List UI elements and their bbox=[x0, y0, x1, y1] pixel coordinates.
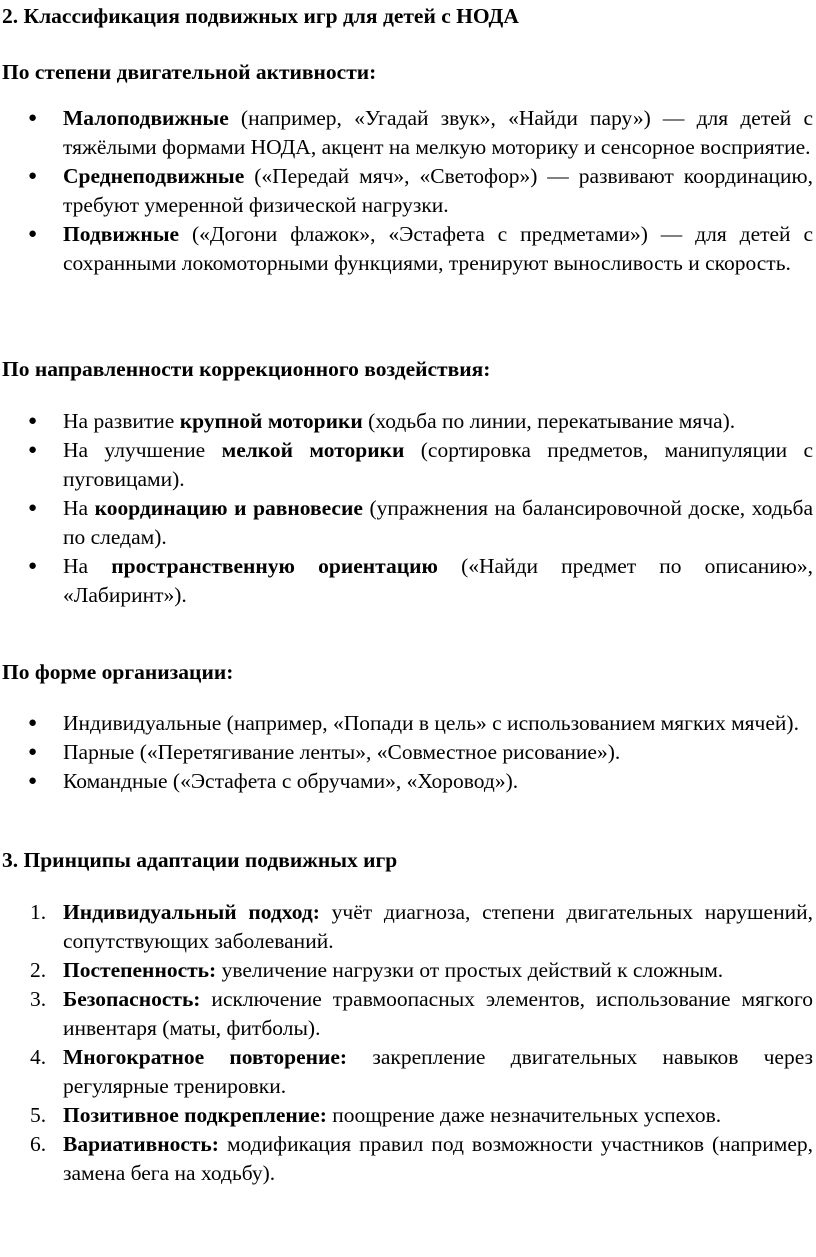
organization-heading: По форме организации: bbox=[2, 660, 234, 684]
item-text: Командные («Эстафета с обручами», «Хоровод»). bbox=[63, 769, 519, 793]
item-number: 6. bbox=[30, 1132, 47, 1156]
organization-list bbox=[0, 709, 813, 796]
item-number: 5. bbox=[30, 1103, 47, 1127]
item-text: (например, «Угадай звук», «Найди пару») — для детей с тяжёлыми формами НОДА, акцент на мелкую моторику и сенсорное восприятие. bbox=[63, 106, 813, 159]
item-text: исключение травмоопасных элементов, использование мягкого инвентаря (маты, фитболы). bbox=[63, 987, 813, 1040]
list-item bbox=[0, 898, 813, 956]
list-item bbox=[0, 709, 813, 738]
section-3-title: 3. Принципы адаптации подвижных игр bbox=[2, 848, 398, 872]
item-text: («Догони флажок», «Эстафета с предметами») — для детей с сохранными локомоторными функциями, тренируют выносливость и скорость. bbox=[63, 222, 813, 275]
list-item bbox=[0, 985, 813, 1043]
item-term: Вариативность: bbox=[63, 1132, 219, 1156]
bullet-icon: ● bbox=[28, 558, 38, 574]
list-item bbox=[0, 1043, 813, 1101]
item-text: («Найди предмет по описанию», «Лабиринт»). bbox=[63, 554, 813, 607]
bullet-icon: ● bbox=[28, 773, 38, 789]
item-text: модификация правил под возможности участников (например, замена бега на ходьбу). bbox=[63, 1132, 813, 1185]
item-term: Подвижные bbox=[63, 222, 180, 246]
item-text: (упражнения на балансировочной доске, ходьба по следам). bbox=[63, 496, 813, 549]
bullet-icon: ● bbox=[28, 413, 38, 429]
activity-heading: По степени двигательной активности: bbox=[2, 60, 377, 84]
bullet-icon: ● bbox=[28, 715, 38, 731]
bullet-icon: ● bbox=[28, 500, 38, 516]
section-2-title: 2. Классификация подвижных игр для детей с НОДА bbox=[2, 4, 519, 28]
item-text: Парные («Перетягивание ленты», «Совместное рисование»). bbox=[63, 740, 621, 764]
item-term: мелкой моторики bbox=[221, 438, 405, 462]
item-prefix: На bbox=[63, 554, 112, 578]
list-item bbox=[0, 104, 813, 162]
item-number: 3. bbox=[30, 987, 47, 1011]
list-item bbox=[0, 494, 813, 552]
item-term: Позитивное подкрепление: bbox=[63, 1103, 327, 1127]
list-item bbox=[0, 1130, 813, 1188]
correction-list bbox=[0, 407, 813, 610]
list-item bbox=[0, 407, 813, 436]
item-number: 4. bbox=[30, 1045, 47, 1069]
list-item bbox=[0, 220, 813, 278]
item-prefix: На развитие bbox=[63, 409, 180, 433]
item-text: поощрение даже незначительных успехов. bbox=[326, 1103, 722, 1127]
item-text: Индивидуальные (например, «Попади в цель» с использованием мягких мячей). bbox=[63, 711, 799, 735]
activity-list bbox=[0, 104, 813, 278]
list-item bbox=[0, 552, 813, 610]
item-text: (сортировка предметов, манипуляции с пуговицами). bbox=[63, 438, 813, 491]
item-text: увеличение нагрузки от простых действий к сложным. bbox=[216, 958, 724, 982]
item-term: Малоподвижные bbox=[63, 106, 229, 130]
item-prefix: На bbox=[63, 496, 95, 520]
list-item bbox=[0, 956, 813, 985]
item-text: закрепление двигательных навыков через регулярные тренировки. bbox=[63, 1045, 813, 1098]
item-term: Многократное повторение: bbox=[63, 1045, 348, 1069]
item-term: Постепенность: bbox=[63, 958, 217, 982]
list-item bbox=[0, 162, 813, 220]
item-term: Среднеподвижные bbox=[63, 164, 245, 188]
list-item bbox=[0, 767, 813, 796]
bullet-icon: ● bbox=[28, 442, 38, 458]
list-item bbox=[0, 738, 813, 767]
bullet-icon: ● bbox=[28, 168, 38, 184]
principles-list bbox=[0, 898, 813, 1188]
item-number: 1. bbox=[30, 900, 47, 924]
item-text: («Передай мяч», «Светофор») — развивают координацию, требуют умеренной физической нагрузки. bbox=[63, 164, 813, 217]
item-text: (ходьба по линии, перекатывание мяча). bbox=[362, 409, 736, 433]
item-term: Индивидуальный подход: bbox=[63, 900, 320, 924]
bullet-icon: ● bbox=[28, 744, 38, 760]
item-term: пространственную ориентацию bbox=[111, 554, 438, 578]
bullet-icon: ● bbox=[28, 110, 38, 126]
list-item bbox=[0, 1101, 813, 1130]
item-number: 2. bbox=[30, 958, 47, 982]
item-text: учёт диагноза, степени двигательных нарушений, сопутствующих заболеваний. bbox=[63, 900, 813, 953]
item-term: координацию и равновесие bbox=[94, 496, 363, 520]
item-term: Безопасность: bbox=[63, 987, 201, 1011]
list-item bbox=[0, 436, 813, 494]
correction-heading: По направленности коррекционного воздействия: bbox=[2, 357, 491, 381]
item-prefix: На улучшение bbox=[63, 438, 222, 462]
bullet-icon: ● bbox=[28, 226, 38, 242]
item-term: крупной моторики bbox=[179, 409, 363, 433]
